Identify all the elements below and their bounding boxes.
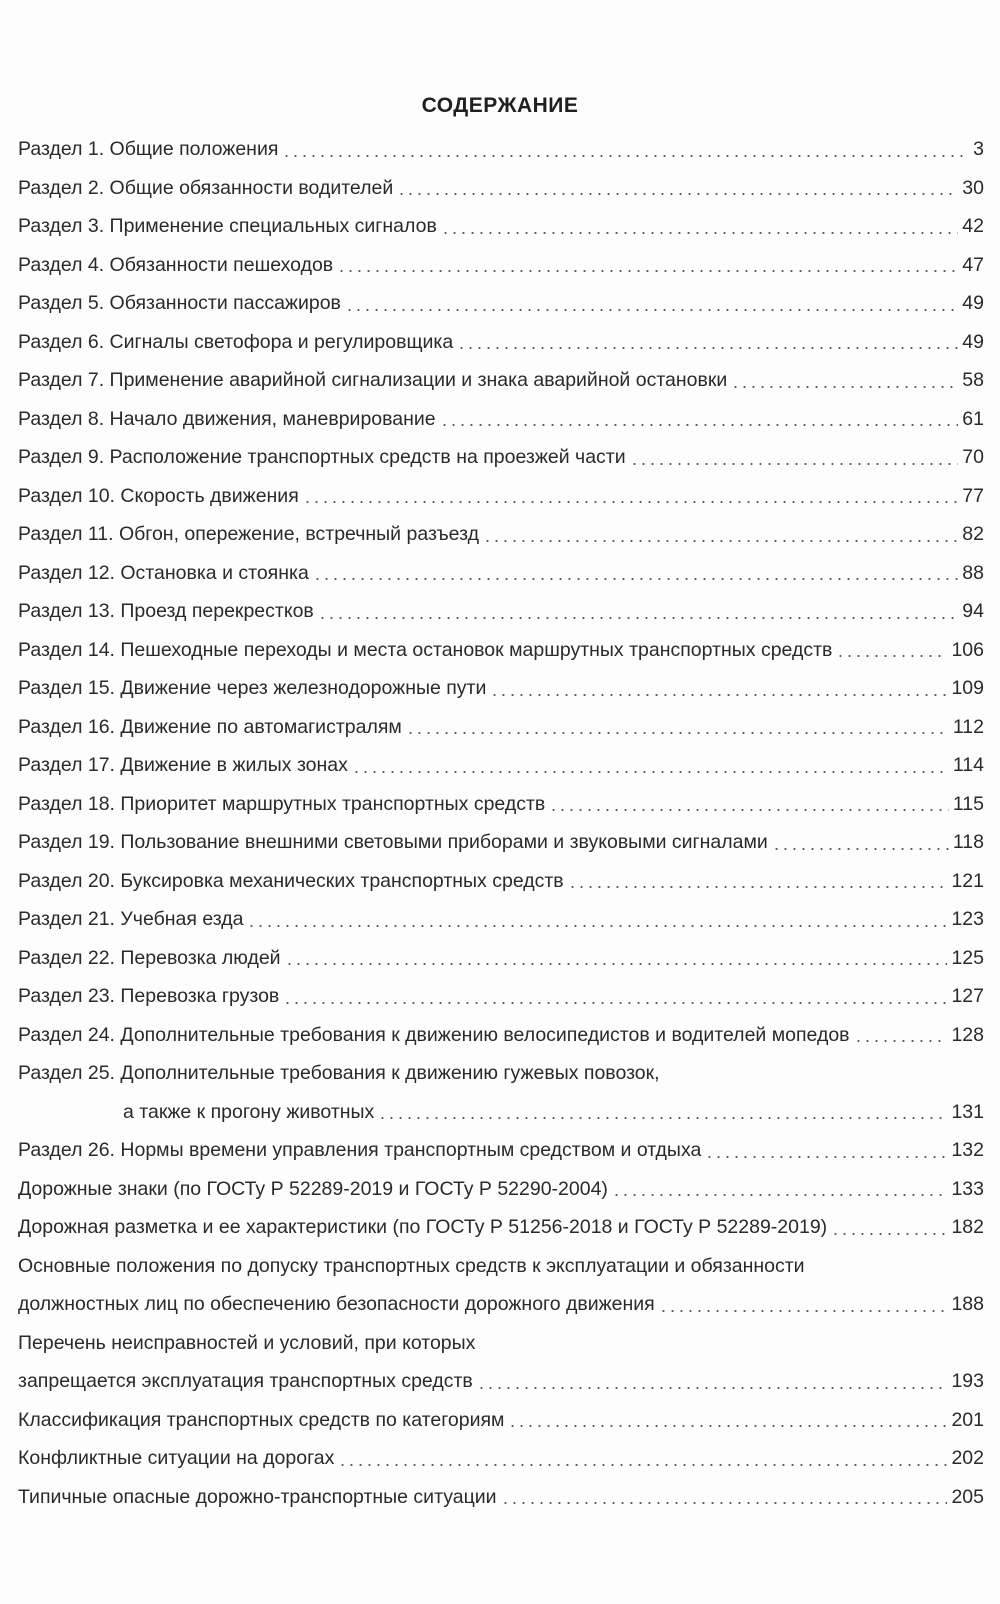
dot-leader bbox=[501, 1485, 948, 1505]
toc-entry-label: Раздел 11. Обгон, опережение, встречный разъезд bbox=[18, 523, 479, 545]
toc-entry[interactable] bbox=[18, 284, 984, 323]
toc-entry-label: Раздел 14. Пешеходные переходы и места остановок маршрутных транспортных средств bbox=[18, 638, 833, 661]
toc-entry-label: Раздел 16. Движение по автомагистралям bbox=[18, 715, 402, 738]
toc-entry[interactable] bbox=[18, 1362, 984, 1401]
toc-entry-label: Раздел 3. Применение специальных сигналов bbox=[18, 215, 437, 237]
table-of-contents bbox=[18, 130, 984, 1516]
toc-page-number: 123 bbox=[951, 908, 984, 930]
toc-entry[interactable] bbox=[18, 361, 984, 400]
toc-page-number: 58 bbox=[962, 369, 984, 391]
toc-entry[interactable] bbox=[18, 823, 984, 862]
dot-leader bbox=[441, 215, 958, 235]
toc-page-number: 132 bbox=[951, 1139, 984, 1161]
toc-page-number: 193 bbox=[951, 1370, 984, 1392]
dot-leader bbox=[854, 1023, 948, 1043]
toc-entry-label: Раздел 7. Применение аварийной сигнализации и знака аварийной остановки bbox=[18, 369, 728, 391]
toc-entry-label: Раздел 13. Проезд перекрестков bbox=[18, 600, 314, 622]
toc-page-number: 94 bbox=[962, 600, 984, 622]
toc-entry-label: Раздел 9. Расположение транспортных средств на проезжей части bbox=[18, 446, 626, 468]
toc-entry-label: Дорожная разметка и ее характеристики (по ГОСТу Р 51256-2018 и ГОСТу Р 52289-2019) bbox=[18, 1216, 828, 1238]
toc-entry-label: Раздел 23. Перевозка грузов bbox=[18, 985, 280, 1007]
toc-page-number: 133 bbox=[951, 1177, 984, 1200]
toc-entry[interactable] bbox=[18, 515, 984, 554]
toc-page-number: 131 bbox=[951, 1100, 984, 1123]
toc-entry-label: Основные положения по допуску транспортных средств к эксплуатации и обязанности bbox=[18, 1254, 805, 1277]
dot-leader bbox=[477, 1370, 948, 1390]
toc-entry[interactable] bbox=[18, 1285, 984, 1324]
toc-page-number: 127 bbox=[951, 985, 984, 1007]
dot-leader bbox=[352, 754, 949, 774]
dot-leader bbox=[612, 1177, 948, 1197]
toc-page-number: 3 bbox=[973, 138, 984, 160]
toc-entry-label: Раздел 6. Сигналы светофора и регулировщика bbox=[18, 330, 454, 353]
toc-entry-label: Раздел 24. Дополнительные требования к движению велосипедистов и водителей мопедов bbox=[18, 1023, 850, 1046]
toc-page-number: 70 bbox=[962, 446, 984, 468]
toc-entry-label: Раздел 12. Остановка и стоянка bbox=[18, 561, 309, 584]
dot-leader bbox=[282, 138, 969, 158]
toc-page-number: 112 bbox=[952, 715, 984, 738]
dot-leader bbox=[630, 446, 959, 466]
toc-entry[interactable] bbox=[18, 477, 984, 516]
toc-entry[interactable] bbox=[18, 1093, 984, 1132]
toc-entry-label: Раздел 22. Перевозка людей bbox=[18, 946, 281, 969]
toc-entry[interactable] bbox=[18, 708, 984, 747]
toc-entry-label: Раздел 21. Учебная езда bbox=[18, 908, 244, 930]
toc-entry[interactable] bbox=[18, 785, 984, 824]
toc-page-number: 125 bbox=[951, 946, 984, 969]
dot-leader bbox=[440, 407, 959, 427]
toc-page-number: 30 bbox=[962, 176, 984, 199]
toc-page-number: 47 bbox=[962, 253, 984, 276]
dot-leader bbox=[345, 292, 958, 312]
toc-entry[interactable] bbox=[18, 1208, 984, 1247]
toc-entry-label: Раздел 19. Пользование внешними световыми приборами и звуковыми сигналами bbox=[18, 831, 768, 853]
toc-page-number: 202 bbox=[951, 1447, 984, 1469]
toc-entry[interactable] bbox=[18, 1478, 984, 1517]
toc-page-number: 118 bbox=[952, 831, 984, 853]
toc-entry[interactable] bbox=[18, 592, 984, 631]
toc-entry-label: Раздел 2. Общие обязанности водителей bbox=[18, 176, 394, 199]
dot-leader bbox=[549, 792, 949, 812]
toc-entry-label: Перечень неисправностей и условий, при которых bbox=[18, 1331, 476, 1354]
dot-leader bbox=[508, 1408, 947, 1428]
toc-page-number: 82 bbox=[962, 523, 984, 545]
toc-entry[interactable] bbox=[18, 400, 984, 439]
toc-entry[interactable] bbox=[18, 746, 984, 785]
toc-page-number: 49 bbox=[962, 292, 984, 314]
dot-leader bbox=[731, 369, 958, 389]
toc-entry-continuation: а также к прогону животных bbox=[123, 1100, 375, 1123]
dot-leader bbox=[772, 831, 949, 851]
toc-page-number: 88 bbox=[962, 561, 984, 584]
dot-leader bbox=[705, 1139, 947, 1159]
toc-entry-label: Раздел 4. Обязанности пешеходов bbox=[18, 253, 334, 276]
toc-entry-heading bbox=[18, 1324, 984, 1363]
toc-entry-label: Типичные опасные дорожно-транспортные ситуации bbox=[18, 1485, 497, 1508]
dot-leader bbox=[457, 330, 958, 350]
toc-entry[interactable] bbox=[18, 669, 984, 708]
dot-leader bbox=[483, 523, 958, 543]
toc-page-number: 114 bbox=[952, 754, 984, 776]
toc-entry-continuation: запрещается эксплуатация транспортных средств bbox=[18, 1370, 473, 1392]
toc-page-number: 109 bbox=[951, 677, 984, 699]
toc-page-number: 188 bbox=[951, 1293, 984, 1315]
toc-entry[interactable] bbox=[18, 554, 984, 593]
dot-leader bbox=[338, 1447, 947, 1467]
dot-leader bbox=[397, 176, 958, 196]
toc-entry-label: Классификация транспортных средств по категориям bbox=[18, 1408, 505, 1431]
toc-entry-continuation: должностных лиц по обеспечению безопасности дорожного движения bbox=[18, 1293, 655, 1315]
toc-entry[interactable] bbox=[18, 631, 984, 670]
toc-entry[interactable] bbox=[18, 862, 984, 901]
toc-entry[interactable] bbox=[18, 1131, 984, 1170]
dot-leader bbox=[283, 985, 947, 1005]
toc-entry-label: Раздел 15. Движение через железнодорожные пути bbox=[18, 677, 487, 699]
toc-entry-label: Раздел 20. Буксировка механических транспортных средств bbox=[18, 869, 564, 892]
toc-entry-label: Дорожные знаки (по ГОСТу Р 52289-2019 и ГОСТу Р 52290-2004) bbox=[18, 1177, 608, 1200]
toc-page-number: 121 bbox=[951, 869, 984, 892]
dot-leader bbox=[831, 1216, 947, 1236]
toc-entry[interactable] bbox=[18, 1439, 984, 1478]
toc-page-number: 128 bbox=[951, 1023, 984, 1046]
dot-leader bbox=[313, 561, 958, 581]
toc-entry-label: Раздел 1. Общие положения bbox=[18, 138, 279, 160]
dot-leader bbox=[337, 253, 958, 273]
dot-leader bbox=[659, 1293, 948, 1313]
dot-leader bbox=[406, 715, 949, 735]
toc-entry[interactable] bbox=[18, 900, 984, 939]
dot-leader bbox=[247, 908, 947, 928]
dot-leader bbox=[378, 1100, 947, 1120]
toc-page-number: 49 bbox=[962, 330, 984, 353]
toc-page-number: 42 bbox=[962, 215, 984, 237]
toc-entry[interactable] bbox=[18, 977, 984, 1016]
toc-entry-label: Раздел 8. Начало движения, маневрирование bbox=[18, 407, 436, 430]
toc-page-number: 115 bbox=[952, 792, 984, 815]
toc-entry[interactable] bbox=[18, 130, 984, 169]
toc-entry-label: Раздел 5. Обязанности пассажиров bbox=[18, 292, 341, 314]
dot-leader bbox=[490, 677, 947, 697]
toc-entry[interactable] bbox=[18, 1016, 984, 1055]
toc-entry-label: Раздел 17. Движение в жилых зонах bbox=[18, 754, 348, 776]
page-title: СОДЕРЖАНИЕ bbox=[421, 94, 579, 117]
toc-entry[interactable] bbox=[18, 323, 984, 362]
toc-entry-label: Раздел 18. Приоритет маршрутных транспортных средств bbox=[18, 792, 546, 815]
toc-entry[interactable] bbox=[18, 1401, 984, 1440]
dot-leader bbox=[836, 638, 947, 658]
toc-page-number: 201 bbox=[951, 1408, 984, 1431]
toc-entry[interactable] bbox=[18, 1170, 984, 1209]
toc-entry-label: Конфликтные ситуации на дорогах bbox=[18, 1447, 335, 1469]
toc-entry-heading bbox=[18, 1247, 984, 1286]
dot-leader bbox=[285, 946, 948, 966]
toc-page-number: 77 bbox=[962, 484, 984, 507]
dot-leader bbox=[303, 484, 959, 504]
dot-leader bbox=[318, 600, 959, 620]
toc-entry-label: Раздел 26. Нормы времени управления транспортным средством и отдыха bbox=[18, 1139, 702, 1161]
toc-entry[interactable] bbox=[18, 438, 984, 477]
toc-entry[interactable] bbox=[18, 939, 984, 978]
toc-page-number: 182 bbox=[951, 1216, 984, 1238]
toc-page-number: 61 bbox=[962, 407, 984, 430]
dot-leader bbox=[568, 869, 948, 889]
toc-entry[interactable] bbox=[18, 207, 984, 246]
toc-entry-label: Раздел 10. Скорость движения bbox=[18, 484, 299, 507]
toc-entry-label: Раздел 25. Дополнительные требования к движению гужевых повозок, bbox=[18, 1062, 660, 1084]
toc-entry-heading bbox=[18, 1054, 984, 1093]
toc-entry[interactable] bbox=[18, 169, 984, 208]
toc-entry[interactable] bbox=[18, 246, 984, 285]
toc-page-number: 106 bbox=[951, 638, 984, 661]
toc-page-number: 205 bbox=[951, 1485, 984, 1508]
